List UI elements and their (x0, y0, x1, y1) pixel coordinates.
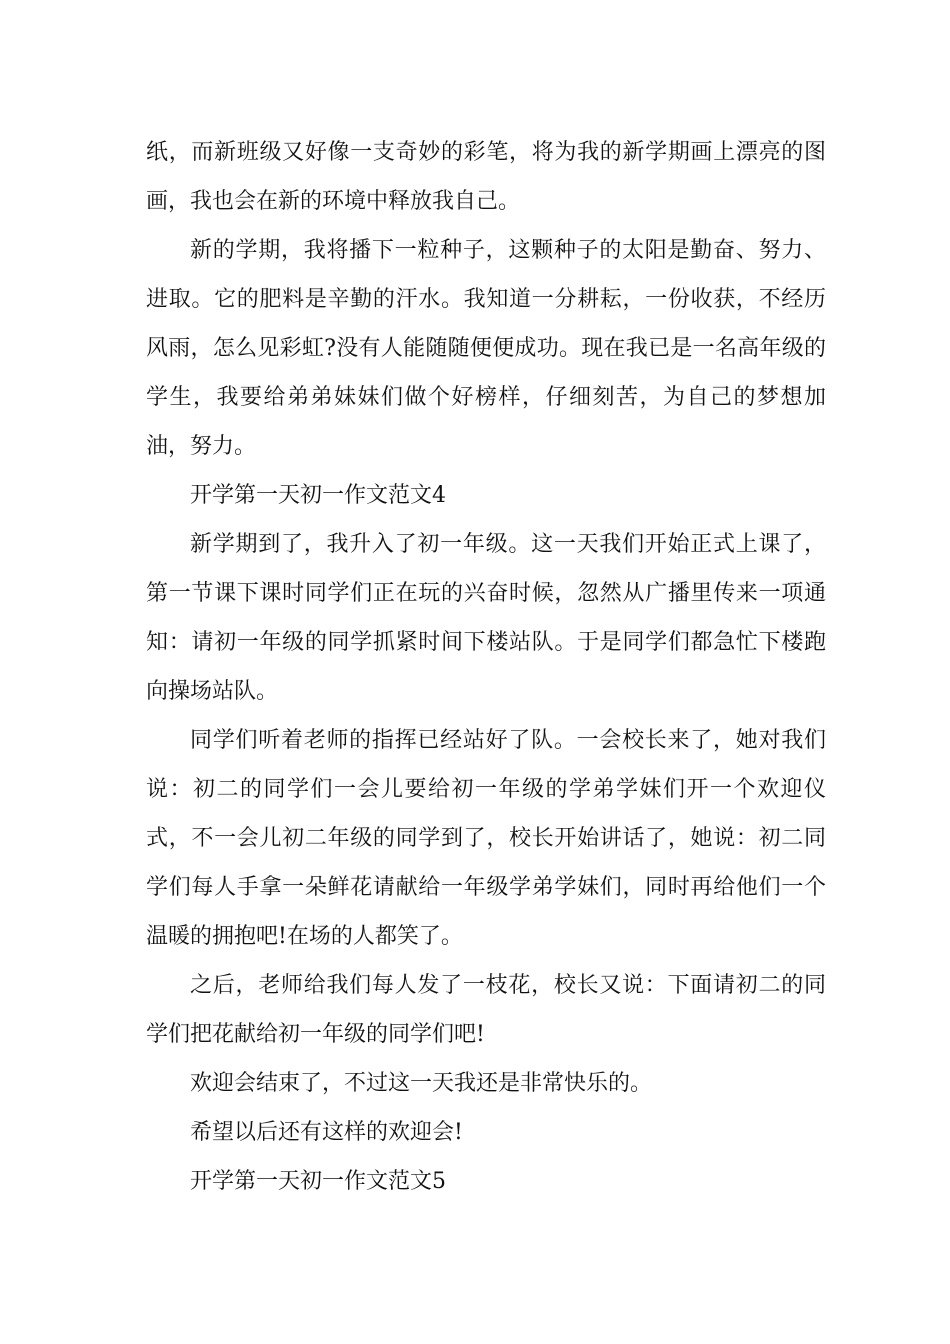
paragraph-welcome-ceremony: 同学们听着老师的指挥已经站好了队。一会校长来了，她对我们说：初二的同学们一会儿要给初一年级的学弟学妹们开一个欢迎仪式，不一会儿初二年级的同学到了，校长开始讲话了，她说：初二同学们每人手拿一朵鲜花请献给一年级学弟学妹们，同时再给他们一个温暖的拥抱吧!在场的人都笑了。 (146, 728, 826, 949)
paragraph-new-semester: 新的学期，我将播下一粒种子，这颗种子的太阳是勤奋、努力、进取。它的肥料是辛勤的汗水。我知道一分耕耘，一份收获，不经历风雨，怎么见彩虹?没有人能随随便便成功。现在我已是一名高年级的学生，我要给弟弟妹妹们做个好榜样，仔细刻苦，为自己的梦想加油，努力。 (146, 238, 826, 459)
document-body (146, 128, 826, 1206)
section-heading-essay-4: 开学第一天初一作文范文4 (190, 483, 446, 508)
paragraph-flowers: 之后，老师给我们每人发了一枝花，校长又说：下面请初二的同学们把花献给初一年级的同学们吧! (146, 973, 826, 1047)
paragraph-hope: 希望以后还有这样的欢迎会! (190, 1120, 463, 1145)
paragraph-continuation: 纸，而新班级又好像一支奇妙的彩笔，将为我的新学期画上漂亮的图画，我也会在新的环境中释放我自己。 (146, 140, 826, 214)
paragraph-first-day: 新学期到了，我升入了初一年级。这一天我们开始正式上课了，第一节课下课时同学们正在玩的兴奋时候，忽然从广播里传来一项通知：请初一年级的同学抓紧时间下楼站队。于是同学们都急忙下楼跑向操场站队。 (146, 532, 826, 704)
section-heading-essay-5: 开学第一天初一作文范文5 (190, 1169, 446, 1194)
paragraph-happy-day: 欢迎会结束了，不过这一天我还是非常快乐的。 (190, 1071, 653, 1096)
